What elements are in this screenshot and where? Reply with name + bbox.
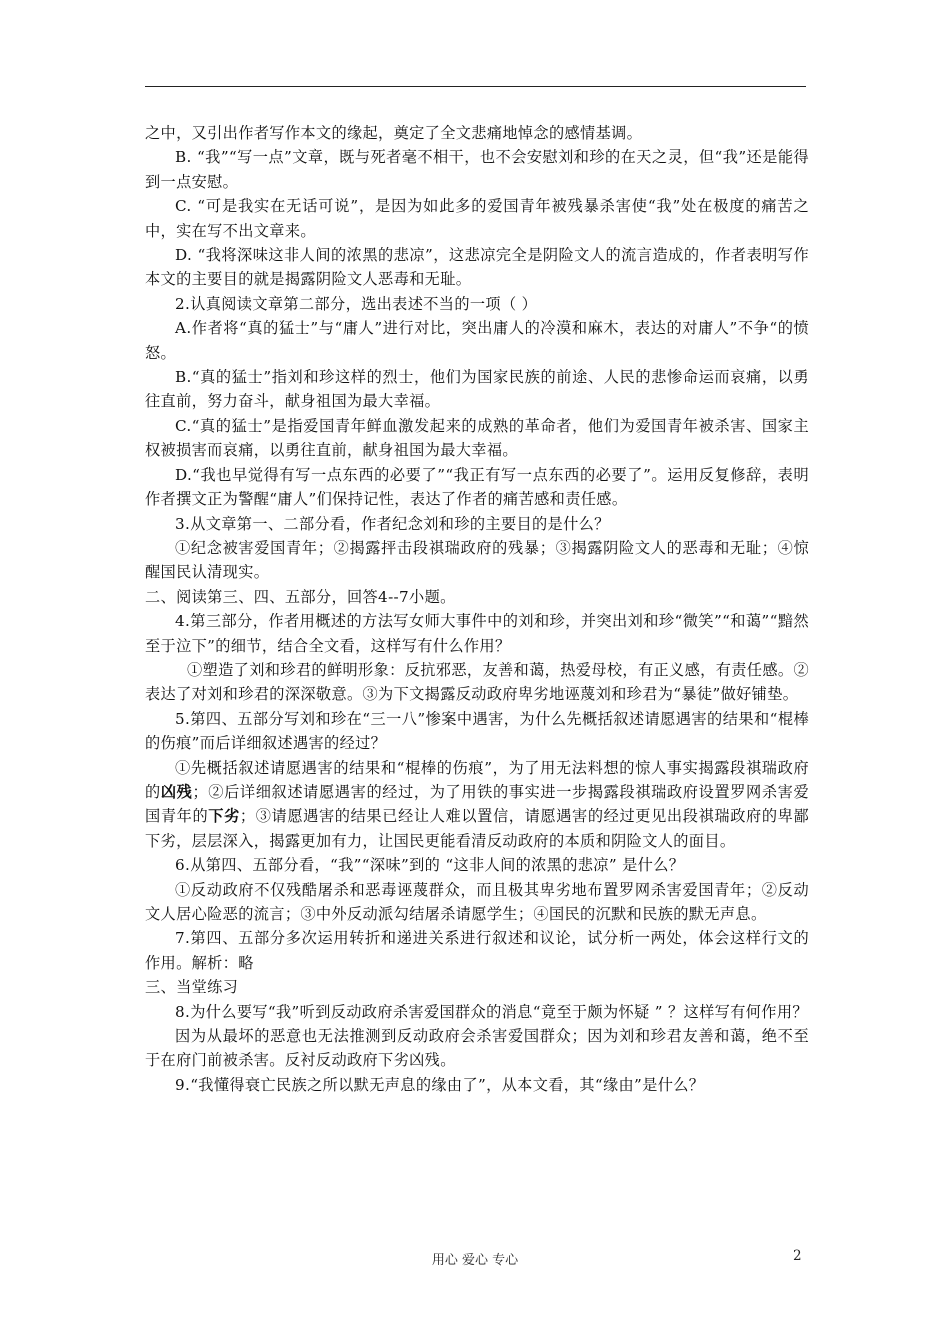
option-b-paragraph: B. “我”“写一点”文章，既与死者毫不相干，也不会安慰刘和珍的在天之灵，但“我”还是能得到一点安慰。: [145, 148, 809, 191]
question-8: 8.为什么要写“我”听到反动政府杀害爱国群众的消息“竟至于颇为怀疑 ” ？这样写有何作用？: [175, 1002, 808, 1021]
section-heading-2: 二、阅读第三、四、五部分，回答4--7小题。: [145, 587, 456, 606]
document-body: [145, 121, 809, 1097]
bold-term: 凶残: [160, 782, 193, 801]
answer-4: ①塑造了刘和珍君的鲜明形象：反抗邪恶，友善和蔼，热爱母校，有正义感，有责任感。②表达了对刘和珍君的深深敬意。③为下文揭露反动政府卑劣地诬蔑刘和珍君为“暴徒”做好铺垫。: [145, 660, 809, 704]
bold-term: 下劣: [208, 807, 240, 826]
question-2: 2.认真阅读文章第二部分，选出表述不当的一项（ ）: [175, 294, 538, 313]
answer-5-text: ；②后详细叙述请愿遇害的经过，为了用铁的事实进一步揭露段祺瑞政府设置罗网杀害爱国青年的: [145, 782, 810, 826]
paragraph: 之中，又引出作者写作本文的缘起，奠定了全文悲痛地悼念的感情基调。: [145, 124, 643, 142]
question-6: 6.从第四、五部分看，“我”“深味”到的 “这非人间的浓黑的悲凉” 是什么？: [175, 856, 685, 875]
question-3: 3.从文章第一、二部分看，作者纪念刘和珍的主要目的是什么？: [175, 514, 610, 533]
header-rule: [145, 86, 806, 87]
option-d-paragraph: D. “我将深味这非人间的浓黑的悲凉”，这悲凉完全是阴险文人的流言造成的，作者表明写作本文的主要目的就是揭露阴险文人恶毒和无耻。: [145, 246, 809, 289]
q2-option-c: C.“真的猛士”是指爱国青年鲜血激发起来的成熟的革命者，他们为爱国青年被杀害、国家主权被损害而哀痛，以勇往直前，献身祖国为最大幸福。: [145, 416, 809, 460]
answer-6: ①反动政府不仅残酷屠杀和恶毒诬蔑群众，而且极其卑劣地布置罗网杀害爱国青年；②反动文人居心险恶的流言；③中外反动派勾结屠杀请愿学生；④国民的沉默和民族的默无声息。: [145, 880, 809, 923]
question-5: 5.第四、五部分写刘和珍在“三一八”惨案中遇害，为什么先概括叙述请愿遇害的结果和“棍棒的伤痕”而后详细叙述遇害的经过？: [145, 709, 809, 753]
answer-5-text: ①先概括叙述请愿遇害的结果和“棍棒的伤痕”，为了用无法料想的惊人事实揭露段祺瑞政府的: [145, 758, 809, 801]
footer-text: 用心 爱心 专心: [431, 1253, 519, 1268]
q2-option-b: B.“真的猛士”指刘和珍这样的烈士，他们为国家民族的前途、人民的悲惨命运而哀痛，以勇往直前，努力奋斗，献身祖国为最大幸福。: [145, 368, 809, 411]
page-number: 2: [793, 1248, 802, 1264]
answer-5: [145, 756, 809, 854]
option-c-paragraph: C. “可是我实在无话可说”，是因为如此多的爱国青年被残暴杀害使“我”处在极度的痛苦之中，实在写不出文章来。: [145, 197, 809, 240]
question-4: 4.第三部分，作者用概述的方法写女师大事件中的刘和珍，并突出刘和珍“微笑”“和蔼”“黯然至于泣下”的细节，结合全文看，这样写有什么作用？: [145, 612, 809, 655]
q2-option-d: D.“我也早觉得有写一点东西的必要了”“我正有写一点东西的必要了”。运用反复修辞，表明作者撰文正为警醒“庸人”们保持记性，表达了作者的痛苦感和责任感。: [145, 465, 809, 509]
q2-option-a: A.作者将“真的猛士”与“庸人”进行对比，突出庸人的冷漠和麻木，表达的对庸人”不争“的愤怒。: [145, 319, 809, 362]
question-7: 7.第四、五部分多次运用转折和递进关系进行叙述和议论，试分析一两处，体会这样行文的作用。解析：略: [145, 929, 809, 972]
answer-8: 因为从最坏的恶意也无法推测到反动政府会杀害爱国群众；因为刘和珍君友善和蔼，绝不至于在府门前被杀害。反衬反动政府下劣凶残。: [145, 1027, 809, 1070]
answer-3: ①纪念被害爱国青年；②揭露抨击段祺瑞政府的残暴；③揭露阴险文人的恶毒和无耻；④惊醒国民认清现实。: [145, 538, 809, 582]
section-heading-3: 三、当堂练习: [145, 978, 239, 997]
question-9: 9.“我懂得衰亡民族之所以默无声息的缘由了”，从本文看，其“缘由”是什么？: [175, 1075, 705, 1094]
answer-5-text: ；③请愿遇害的结果已经让人难以置信，请愿遇害的经过更见出段祺瑞政府的卑鄙下劣，层层深入，揭露更加有力，让国民更能看清反动政府的本质和阴险文人的面目。: [145, 807, 809, 850]
